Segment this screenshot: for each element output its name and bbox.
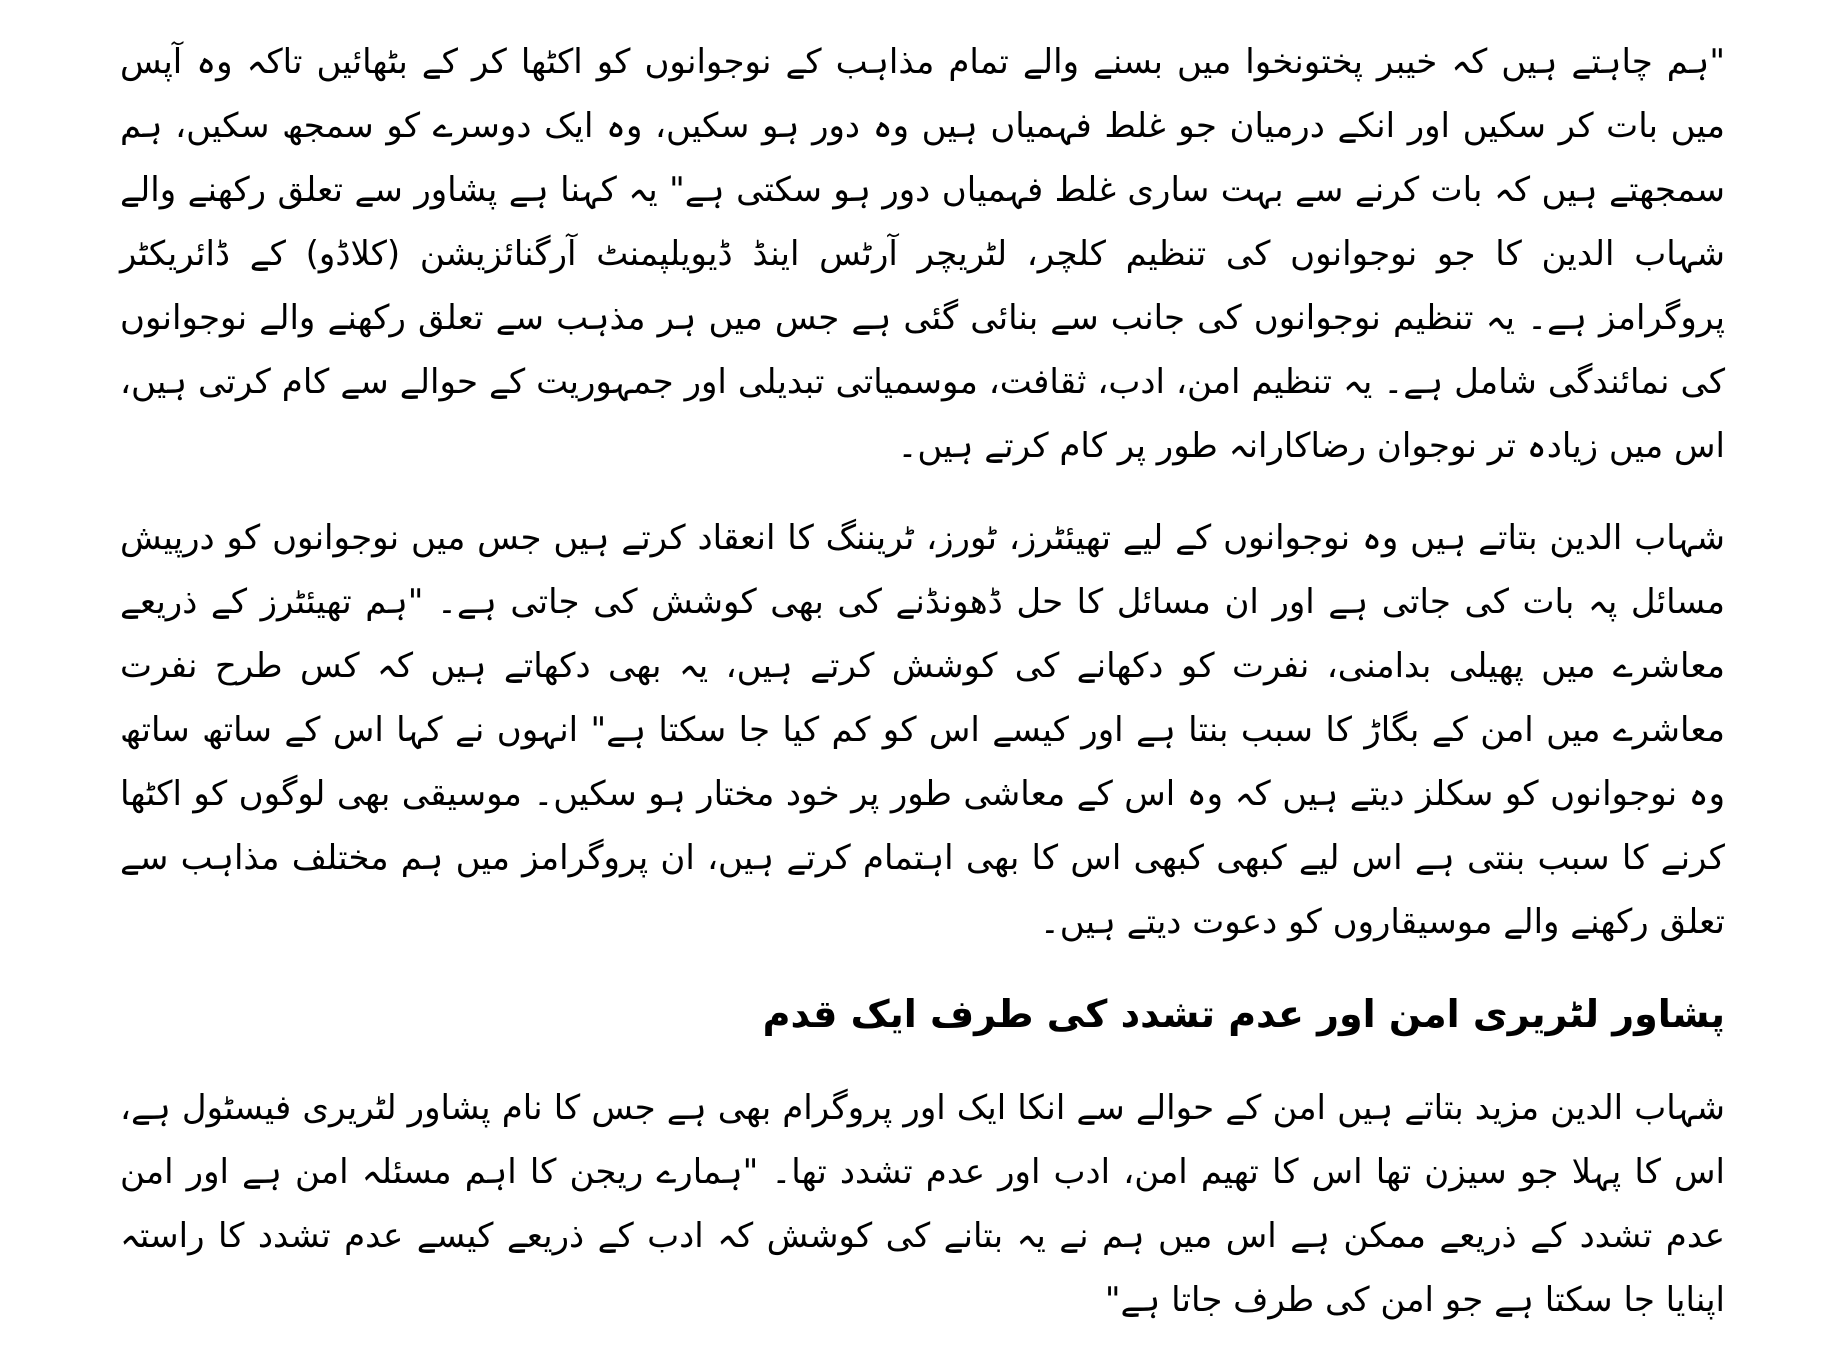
- section-heading: پشاور لٹریری امن اور عدم تشدد کی طرف ایک قدم: [762, 992, 1725, 1036]
- paragraph-intro: "ہم چاہتے ہیں کہ خیبر پختونخوا میں بسنے والے تمام مذاہب کے نوجوانوں کو اکٹھا کر کے بٹھائیں تاکہ وہ آپس میں بات کر سکیں اور انکے درمیان جو غلط فہمیاں ہیں وہ دور ہو سکیں، وہ ایک دوسرے کو سمجھ سکیں، ہم سمجھتے ہیں کہ بات کرنے سے بہت ساری غلط فہمیاں دور ہو سکتی ہے" یہ کہنا ہے پشاور سے تعلق رکھنے والے شہاب الدین کا جو نوجوانوں کی تنظیم کلچر، لٹریچر آرٹس اینڈ ڈیویلپمنٹ آرگنائزیشن (کلاڈو) کے ڈائریکٹر پروگرامز ہے۔ یہ تنظیم نوجوانوں کی جانب سے بنائی گئی ہے جس میں ہر مذہب سے تعلق رکھنے والے نوجوانوں کی نمائندگی شامل ہے۔ یہ تنظیم امن، ادب، ثقافت، موسمیاتی تبدیلی اور جمہوریت کے حوالے سے کام کرتی ہیں، اس میں زیادہ تر نوجوان رضاکارانہ طور پر کام کرتے ہیں۔: [120, 42, 1725, 466]
- paragraph-theatre-programs: شہاب الدین بتاتے ہیں وہ نوجوانوں کے لیے تھیئٹرز، ٹورز، ٹریننگ کا انعقاد کرتے ہیں جس میں نوجوانوں کو درپیش مسائل پہ بات کی جاتی ہے اور ان مسائل کا حل ڈھونڈنے کی بھی کوشش کی جاتی ہے۔ "ہم تھیئٹرز کے ذریعے معاشرے میں پھیلی بدامنی، نفرت کو دکھانے کی کوشش کرتے ہیں، یہ بھی دکھاتے ہیں کہ کس طرح نفرت معاشرے میں امن کے بگاڑ کا سبب بنتا ہے اور کیسے اس کو کم کیا جا سکتا ہے" انہوں نے کہا اس کے ساتھ ساتھ وہ نوجوانوں کو سکلز دیتے ہیں کہ وہ اس کے معاشی طور پر خود مختار ہو سکیں۔ موسیقی بھی لوگوں کو اکٹھا کرنے کا سبب بنتی ہے اس لیے کبھی کبھی اس کا بھی اہتمام کرتے ہیں، ان پروگرامز میں ہم مختلف مذاہب سے تعلق رکھنے والے موسیقاروں کو دعوت دیتے ہیں۔: [120, 518, 1725, 942]
- paragraph-literary-festival: شہاب الدین مزید بتاتے ہیں امن کے حوالے سے انکا ایک اور پروگرام بھی ہے جس کا نام پشاور لٹریری فیسٹول ہے، اس کا پہلا جو سیزن تھا اس کا تھیم امن، ادب اور عدم تشدد تھا۔ "ہمارے ریجن کا اہم مسئلہ امن ہے اور امن عدم تشدد کے ذریعے ممکن ہے اس میں ہم نے یہ بتانے کی کوشش کہ ادب کے ذریعے کیسے عدم تشدد کا راستہ اپنایا جا سکتا ہے جو امن کی طرف جاتا ہے": [120, 1088, 1725, 1320]
- article-body: [120, 30, 1725, 1360]
